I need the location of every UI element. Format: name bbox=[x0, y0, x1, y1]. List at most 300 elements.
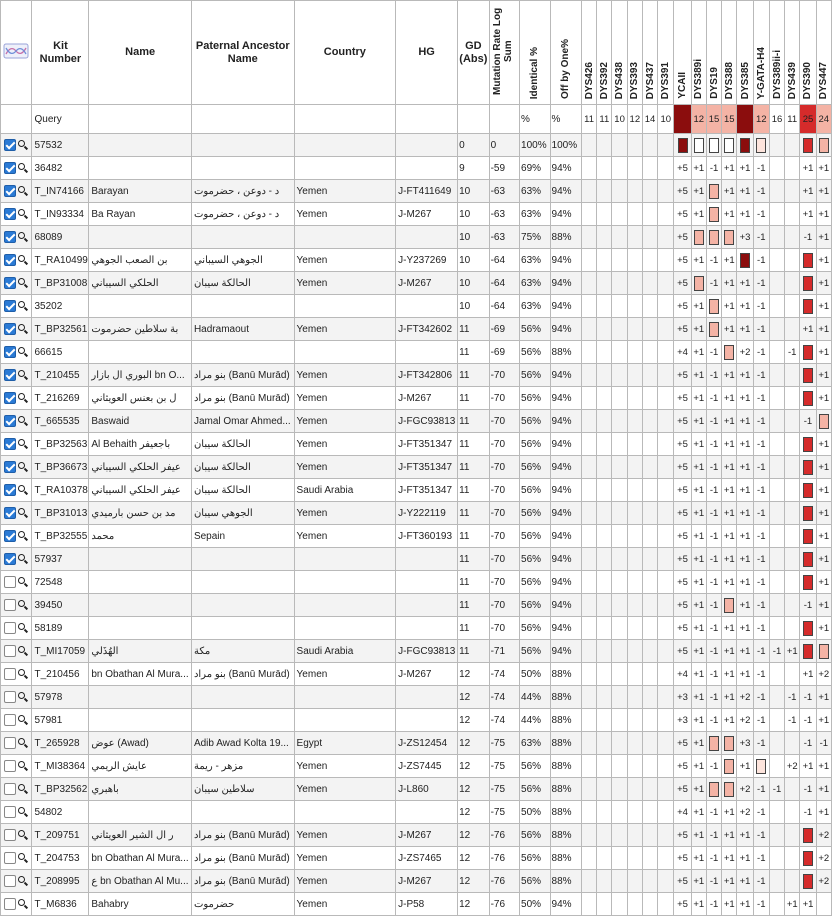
row-select-cell bbox=[1, 640, 32, 663]
marker-diff-cell bbox=[658, 617, 674, 640]
marker-diff-cell bbox=[612, 341, 627, 364]
magnifier-icon[interactable] bbox=[18, 370, 28, 380]
marker-diff-cell: +1 bbox=[737, 203, 753, 226]
magnifier-icon[interactable] bbox=[18, 186, 28, 196]
magnifier-icon[interactable] bbox=[18, 623, 28, 633]
magnifier-icon[interactable] bbox=[18, 692, 28, 702]
identical-percent-cell: 56% bbox=[520, 456, 550, 479]
genetic-distance-cell: 10 bbox=[458, 203, 489, 226]
marker-diff-cell: +1 bbox=[816, 226, 831, 249]
marker-diff-cell bbox=[658, 755, 674, 778]
mutation-rate-cell: -70 bbox=[489, 479, 519, 502]
marker-diff-cell: +1 bbox=[816, 203, 831, 226]
haplogroup-cell: J-FT411649 bbox=[396, 180, 458, 203]
row-checkbox-checked[interactable] bbox=[4, 277, 16, 289]
marker-header-dys438[interactable] bbox=[612, 1, 627, 105]
marker-diff-cell: +1 bbox=[737, 364, 753, 387]
marker-header-dys389i[interactable] bbox=[691, 1, 706, 105]
query-name-cell bbox=[89, 105, 192, 134]
magnifier-icon[interactable] bbox=[18, 462, 28, 472]
offbyone-percent-cell: 94% bbox=[550, 640, 581, 663]
offbyone-percent-cell: 88% bbox=[550, 732, 581, 755]
marker-diff-cell bbox=[582, 548, 597, 571]
marker-diff-cell bbox=[722, 134, 737, 157]
identical-percent-cell: 56% bbox=[520, 341, 550, 364]
haplogroup-cell bbox=[396, 157, 458, 180]
row-checkbox-checked[interactable] bbox=[4, 392, 16, 404]
haplogroup-cell bbox=[396, 226, 458, 249]
marker-diff-cell bbox=[658, 318, 674, 341]
magnifier-icon[interactable] bbox=[18, 554, 28, 564]
country-header[interactable]: Country bbox=[294, 1, 396, 105]
row-checkbox-checked[interactable] bbox=[4, 139, 16, 151]
marker-diff-cell: -1 bbox=[816, 732, 831, 755]
marker-diff-cell bbox=[612, 778, 627, 801]
marker-header-dys19[interactable] bbox=[706, 1, 721, 105]
marker-diff-cell bbox=[785, 548, 800, 571]
row-checkbox[interactable] bbox=[4, 576, 16, 588]
marker-diff-cell bbox=[769, 226, 784, 249]
row-checkbox-checked[interactable] bbox=[4, 415, 16, 427]
marker-diff-cell: -1 bbox=[800, 709, 816, 732]
haplogroup-cell: J-M267 bbox=[396, 203, 458, 226]
marker-diff-cell bbox=[658, 410, 674, 433]
identical-percent-cell: 63% bbox=[520, 732, 550, 755]
row-select-cell bbox=[1, 548, 32, 571]
identical-percent-cell: 44% bbox=[520, 686, 550, 709]
country-cell bbox=[294, 709, 396, 732]
marker-diff-cell bbox=[612, 387, 627, 410]
marker-diff-cell bbox=[658, 180, 674, 203]
marker-diff-cell bbox=[612, 893, 627, 916]
name-cell: باهبري bbox=[89, 778, 192, 801]
offbyone-percent-cell: 88% bbox=[550, 755, 581, 778]
offbyone-percent-cell: 88% bbox=[550, 778, 581, 801]
row-checkbox[interactable] bbox=[4, 829, 16, 841]
row-checkbox[interactable] bbox=[4, 622, 16, 634]
marker-header-dys388[interactable] bbox=[722, 1, 737, 105]
marker-diff-cell: +1 bbox=[691, 295, 706, 318]
marker-diff-cell bbox=[597, 778, 612, 801]
magnifier-icon[interactable] bbox=[18, 393, 28, 403]
marker-diff-cell bbox=[722, 755, 737, 778]
marker-diff-cell bbox=[658, 479, 674, 502]
marker-diff-cell: +1 bbox=[722, 824, 737, 847]
marker-diff-cell: +1 bbox=[722, 847, 737, 870]
marker-diff-cell bbox=[627, 387, 642, 410]
mutation-rate-cell: -69 bbox=[489, 341, 519, 364]
mutation-rate-cell: -76 bbox=[489, 824, 519, 847]
paternal-ancestor-cell: بنو مراد (Banū Murād) bbox=[191, 870, 294, 893]
marker-diff-cell bbox=[769, 732, 784, 755]
row-checkbox-checked[interactable] bbox=[4, 346, 16, 358]
marker-diff-cell bbox=[785, 847, 800, 870]
marker-diff-cell bbox=[785, 272, 800, 295]
marker-diff-cell bbox=[627, 249, 642, 272]
haplogroup-cell: J-FT342806 bbox=[396, 364, 458, 387]
marker-diff-cell bbox=[658, 732, 674, 755]
magnifier-icon[interactable] bbox=[18, 761, 28, 771]
marker-diff-cell: +1 bbox=[722, 502, 737, 525]
identical-header[interactable] bbox=[520, 1, 550, 105]
identical-percent-cell: 56% bbox=[520, 571, 550, 594]
kit-number-cell: T_BP36673 bbox=[32, 456, 89, 479]
marker-diff-cell: +1 bbox=[691, 548, 706, 571]
offbyone-percent-cell: 88% bbox=[550, 847, 581, 870]
name-cell bbox=[89, 686, 192, 709]
name-cell: bn Obathan Al Mura... bbox=[89, 847, 192, 870]
marker-diff-cell: +1 bbox=[816, 456, 831, 479]
marker-diff-cell: +3 bbox=[737, 732, 753, 755]
table-row bbox=[1, 893, 832, 916]
query-country-cell bbox=[294, 105, 396, 134]
marker-diff-box bbox=[709, 138, 719, 153]
row-checkbox-checked[interactable] bbox=[4, 438, 16, 450]
magnifier-icon[interactable] bbox=[18, 738, 28, 748]
marker-diff-cell: +1 bbox=[800, 893, 816, 916]
marker-diff-cell bbox=[800, 134, 816, 157]
name-cell: عيفر الحلكي السيباني bbox=[89, 479, 192, 502]
marker-diff-cell: +1 bbox=[722, 525, 737, 548]
marker-diff-cell bbox=[612, 801, 627, 824]
marker-diff-box bbox=[709, 230, 719, 245]
magnifier-icon[interactable] bbox=[18, 232, 28, 242]
kit-number-cell: 68089 bbox=[32, 226, 89, 249]
marker-diff-cell bbox=[612, 686, 627, 709]
marker-diff-cell bbox=[627, 594, 642, 617]
marker-header-dys390[interactable] bbox=[800, 1, 816, 105]
row-select-cell bbox=[1, 410, 32, 433]
name-header[interactable]: Name bbox=[89, 1, 192, 105]
mutation-rate-cell: -70 bbox=[489, 387, 519, 410]
marker-header-y-gata-h4[interactable] bbox=[753, 1, 769, 105]
marker-header-dys389ii-i[interactable] bbox=[769, 1, 784, 105]
marker-diff-cell bbox=[722, 594, 737, 617]
marker-diff-cell: +1 bbox=[691, 203, 706, 226]
marker-diff-cell bbox=[800, 847, 816, 870]
mutation-rate-header[interactable] bbox=[489, 1, 519, 105]
genetic-distance-cell: 12 bbox=[458, 801, 489, 824]
magnifier-icon[interactable] bbox=[18, 646, 28, 656]
marker-header-ycaii[interactable] bbox=[674, 1, 691, 105]
marker-diff-cell: +1 bbox=[737, 318, 753, 341]
genetic-distance-cell: 12 bbox=[458, 732, 489, 755]
magnifier-icon[interactable] bbox=[18, 876, 28, 886]
name-cell bbox=[89, 571, 192, 594]
marker-diff-cell: -1 bbox=[706, 847, 721, 870]
marker-diff-cell: +1 bbox=[737, 824, 753, 847]
offbyone-percent-cell: 88% bbox=[550, 801, 581, 824]
paternal-ancestor-header[interactable]: Paternal Ancestor Name bbox=[191, 1, 294, 105]
row-checkbox[interactable] bbox=[4, 806, 16, 818]
name-cell bbox=[89, 341, 192, 364]
genetic-distance-cell: 12 bbox=[458, 824, 489, 847]
marker-diff-cell bbox=[597, 893, 612, 916]
marker-label: DYS388 bbox=[723, 61, 735, 99]
marker-diff-cell: +1 bbox=[691, 893, 706, 916]
marker-diff-cell bbox=[582, 341, 597, 364]
haplogroup-cell: J-ZS7465 bbox=[396, 847, 458, 870]
marker-diff-cell: +1 bbox=[722, 180, 737, 203]
row-checkbox-checked[interactable] bbox=[4, 162, 16, 174]
magnifier-icon[interactable] bbox=[18, 669, 28, 679]
magnifier-icon[interactable] bbox=[18, 577, 28, 587]
magnifier-icon[interactable] bbox=[18, 347, 28, 357]
marker-diff-cell bbox=[642, 778, 657, 801]
kit-number-cell: T_RA10499 bbox=[32, 249, 89, 272]
marker-diff-cell: -1 bbox=[706, 824, 721, 847]
marker-diff-cell bbox=[800, 525, 816, 548]
marker-diff-cell: +1 bbox=[737, 893, 753, 916]
marker-diff-cell bbox=[737, 134, 753, 157]
kit-number-cell: 39450 bbox=[32, 594, 89, 617]
table-row bbox=[1, 686, 832, 709]
row-checkbox-checked[interactable] bbox=[4, 369, 16, 381]
marker-diff-cell bbox=[582, 686, 597, 709]
marker-diff-cell bbox=[769, 709, 784, 732]
magnifier-icon[interactable] bbox=[18, 416, 28, 426]
row-checkbox-checked[interactable] bbox=[4, 553, 16, 565]
marker-diff-cell bbox=[642, 318, 657, 341]
haplogroup-cell: J-FT360193 bbox=[396, 525, 458, 548]
mutation-rate-label: Mutation Rate Log Sum bbox=[492, 7, 515, 95]
query-marker-value: 12 bbox=[753, 105, 769, 134]
marker-diff-cell: -1 bbox=[753, 617, 769, 640]
marker-diff-cell bbox=[612, 272, 627, 295]
magnifier-icon[interactable] bbox=[18, 163, 28, 173]
kit-number-cell: T_204753 bbox=[32, 847, 89, 870]
kit-number-cell: T_RA10378 bbox=[32, 479, 89, 502]
marker-diff-cell bbox=[658, 548, 674, 571]
row-checkbox-checked[interactable] bbox=[4, 185, 16, 197]
identical-label: Identical % bbox=[529, 46, 541, 99]
offbyone-header[interactable] bbox=[550, 1, 581, 105]
marker-diff-cell: +1 bbox=[722, 479, 737, 502]
marker-diff-cell: -1 bbox=[753, 709, 769, 732]
marker-diff-cell bbox=[642, 548, 657, 571]
marker-diff-cell: -1 bbox=[753, 387, 769, 410]
magnifier-icon[interactable] bbox=[18, 853, 28, 863]
mutation-rate-cell: -64 bbox=[489, 249, 519, 272]
magnifier-icon[interactable] bbox=[18, 830, 28, 840]
magnifier-icon[interactable] bbox=[18, 807, 28, 817]
table-row bbox=[1, 594, 832, 617]
magnifier-icon[interactable] bbox=[18, 439, 28, 449]
kit-number-header[interactable]: Kit Number bbox=[32, 1, 89, 105]
row-checkbox-checked[interactable] bbox=[4, 461, 16, 473]
magnifier-icon[interactable] bbox=[18, 531, 28, 541]
marker-diff-cell: +1 bbox=[737, 525, 753, 548]
query-marker-value bbox=[674, 105, 691, 134]
mutation-rate-cell: -70 bbox=[489, 548, 519, 571]
marker-diff-box bbox=[678, 138, 688, 153]
marker-diff-cell: -1 bbox=[706, 686, 721, 709]
paternal-ancestor-cell: الحالكة سيبان bbox=[191, 272, 294, 295]
magnifier-icon[interactable] bbox=[18, 278, 28, 288]
table-row bbox=[1, 341, 832, 364]
marker-diff-cell bbox=[627, 456, 642, 479]
row-checkbox-checked[interactable] bbox=[4, 300, 16, 312]
marker-diff-cell bbox=[785, 157, 800, 180]
marker-diff-box bbox=[724, 345, 734, 360]
marker-diff-cell bbox=[612, 226, 627, 249]
magnifier-icon[interactable] bbox=[18, 301, 28, 311]
marker-diff-cell bbox=[658, 686, 674, 709]
country-cell: Yemen bbox=[294, 824, 396, 847]
marker-diff-cell: -1 bbox=[753, 686, 769, 709]
magnifier-icon[interactable] bbox=[18, 784, 28, 794]
haplogroup-cell: J-Y222119 bbox=[396, 502, 458, 525]
marker-header-dys439[interactable] bbox=[785, 1, 800, 105]
row-checkbox[interactable] bbox=[4, 668, 16, 680]
marker-header-dys392[interactable] bbox=[597, 1, 612, 105]
row-checkbox[interactable] bbox=[4, 714, 16, 726]
magnifier-icon[interactable] bbox=[18, 485, 28, 495]
marker-diff-cell: +1 bbox=[816, 364, 831, 387]
marker-diff-cell: +5 bbox=[674, 364, 691, 387]
marker-diff-cell bbox=[642, 249, 657, 272]
marker-diff-cell: +1 bbox=[816, 502, 831, 525]
marker-diff-cell bbox=[769, 272, 784, 295]
row-checkbox[interactable] bbox=[4, 691, 16, 703]
mutation-rate-cell: -70 bbox=[489, 364, 519, 387]
gd-header[interactable]: GD (Abs) bbox=[458, 1, 489, 105]
row-select-cell bbox=[1, 755, 32, 778]
country-cell: Yemen bbox=[294, 456, 396, 479]
marker-diff-cell: -1 bbox=[706, 663, 721, 686]
row-checkbox[interactable] bbox=[4, 783, 16, 795]
row-select-cell bbox=[1, 479, 32, 502]
marker-diff-cell: +1 bbox=[816, 686, 831, 709]
marker-diff-box bbox=[819, 414, 829, 429]
row-select-cell bbox=[1, 824, 32, 847]
magnifier-icon[interactable] bbox=[18, 600, 28, 610]
marker-diff-cell bbox=[706, 318, 721, 341]
marker-diff-cell: +1 bbox=[816, 617, 831, 640]
row-checkbox-checked[interactable] bbox=[4, 231, 16, 243]
identical-percent-cell: 56% bbox=[520, 525, 550, 548]
query-marker-value bbox=[737, 105, 753, 134]
marker-diff-cell bbox=[627, 295, 642, 318]
offbyone-percent-cell: 94% bbox=[550, 318, 581, 341]
marker-header-dys447[interactable] bbox=[816, 1, 831, 105]
magnifier-icon[interactable] bbox=[18, 324, 28, 334]
identical-percent-cell: 56% bbox=[520, 318, 550, 341]
name-cell: بة سلاطين حضرموت bbox=[89, 318, 192, 341]
marker-diff-cell bbox=[642, 203, 657, 226]
marker-diff-cell bbox=[597, 318, 612, 341]
marker-diff-cell bbox=[597, 755, 612, 778]
magnifier-icon[interactable] bbox=[18, 899, 28, 909]
marker-diff-cell bbox=[582, 640, 597, 663]
marker-header-dys437[interactable] bbox=[642, 1, 657, 105]
row-select-cell bbox=[1, 870, 32, 893]
marker-diff-cell: +5 bbox=[674, 433, 691, 456]
marker-diff-cell: +1 bbox=[691, 387, 706, 410]
kit-number-cell: T_209751 bbox=[32, 824, 89, 847]
row-checkbox[interactable] bbox=[4, 737, 16, 749]
magnifier-icon[interactable] bbox=[18, 140, 28, 150]
marker-header-dys393[interactable] bbox=[627, 1, 642, 105]
marker-header-dys426[interactable] bbox=[582, 1, 597, 105]
kit-number-cell: T_IN93334 bbox=[32, 203, 89, 226]
marker-diff-box bbox=[724, 230, 734, 245]
row-checkbox[interactable] bbox=[4, 645, 16, 657]
marker-diff-cell bbox=[769, 134, 784, 157]
marker-diff-cell: -1 bbox=[753, 893, 769, 916]
marker-diff-cell bbox=[627, 272, 642, 295]
magnifier-icon[interactable] bbox=[18, 715, 28, 725]
marker-diff-cell: +1 bbox=[722, 548, 737, 571]
marker-diff-cell: +5 bbox=[674, 617, 691, 640]
marker-diff-cell: +1 bbox=[691, 755, 706, 778]
marker-diff-cell bbox=[674, 134, 691, 157]
hg-header[interactable]: HG bbox=[396, 1, 458, 105]
row-checkbox-checked[interactable] bbox=[4, 484, 16, 496]
row-checkbox-checked[interactable] bbox=[4, 254, 16, 266]
query-marker-value: 11 bbox=[582, 105, 597, 134]
name-cell: عوض (Awad) bbox=[89, 732, 192, 755]
magnifier-icon[interactable] bbox=[18, 508, 28, 518]
magnifier-icon[interactable] bbox=[18, 209, 28, 219]
marker-diff-cell bbox=[800, 364, 816, 387]
marker-diff-cell bbox=[785, 732, 800, 755]
marker-header-dys385[interactable] bbox=[737, 1, 753, 105]
marker-diff-cell bbox=[769, 456, 784, 479]
marker-diff-cell bbox=[627, 732, 642, 755]
row-checkbox-checked[interactable] bbox=[4, 530, 16, 542]
row-checkbox[interactable] bbox=[4, 852, 16, 864]
marker-diff-cell bbox=[658, 295, 674, 318]
marker-header-dys391[interactable] bbox=[658, 1, 674, 105]
country-cell bbox=[294, 295, 396, 318]
row-checkbox[interactable] bbox=[4, 898, 16, 910]
marker-diff-cell bbox=[582, 778, 597, 801]
marker-diff-cell: +1 bbox=[722, 870, 737, 893]
marker-diff-cell: -1 bbox=[753, 456, 769, 479]
row-checkbox[interactable] bbox=[4, 599, 16, 611]
marker-diff-cell bbox=[582, 824, 597, 847]
marker-diff-cell bbox=[627, 824, 642, 847]
row-checkbox-checked[interactable] bbox=[4, 208, 16, 220]
kit-number-cell: 36482 bbox=[32, 157, 89, 180]
marker-diff-cell bbox=[642, 387, 657, 410]
magnifier-icon[interactable] bbox=[18, 255, 28, 265]
name-cell bbox=[89, 134, 192, 157]
row-select-cell bbox=[1, 364, 32, 387]
marker-diff-cell bbox=[800, 479, 816, 502]
offbyone-percent-cell: 88% bbox=[550, 709, 581, 732]
marker-diff-cell bbox=[642, 180, 657, 203]
row-checkbox-checked[interactable] bbox=[4, 507, 16, 519]
marker-diff-cell: +1 bbox=[737, 180, 753, 203]
marker-diff-cell: +1 bbox=[722, 663, 737, 686]
table-row bbox=[1, 847, 832, 870]
country-cell: Yemen bbox=[294, 778, 396, 801]
haplogroup-cell: J-FT351347 bbox=[396, 456, 458, 479]
marker-diff-cell bbox=[597, 640, 612, 663]
name-cell bbox=[89, 801, 192, 824]
row-checkbox[interactable] bbox=[4, 760, 16, 772]
row-checkbox-checked[interactable] bbox=[4, 323, 16, 335]
marker-diff-cell bbox=[597, 525, 612, 548]
row-select-cell bbox=[1, 709, 32, 732]
row-checkbox[interactable] bbox=[4, 875, 16, 887]
marker-diff-cell bbox=[642, 801, 657, 824]
haplogroup-cell bbox=[396, 571, 458, 594]
marker-diff-cell bbox=[627, 778, 642, 801]
marker-diff-cell: +4 bbox=[674, 801, 691, 824]
